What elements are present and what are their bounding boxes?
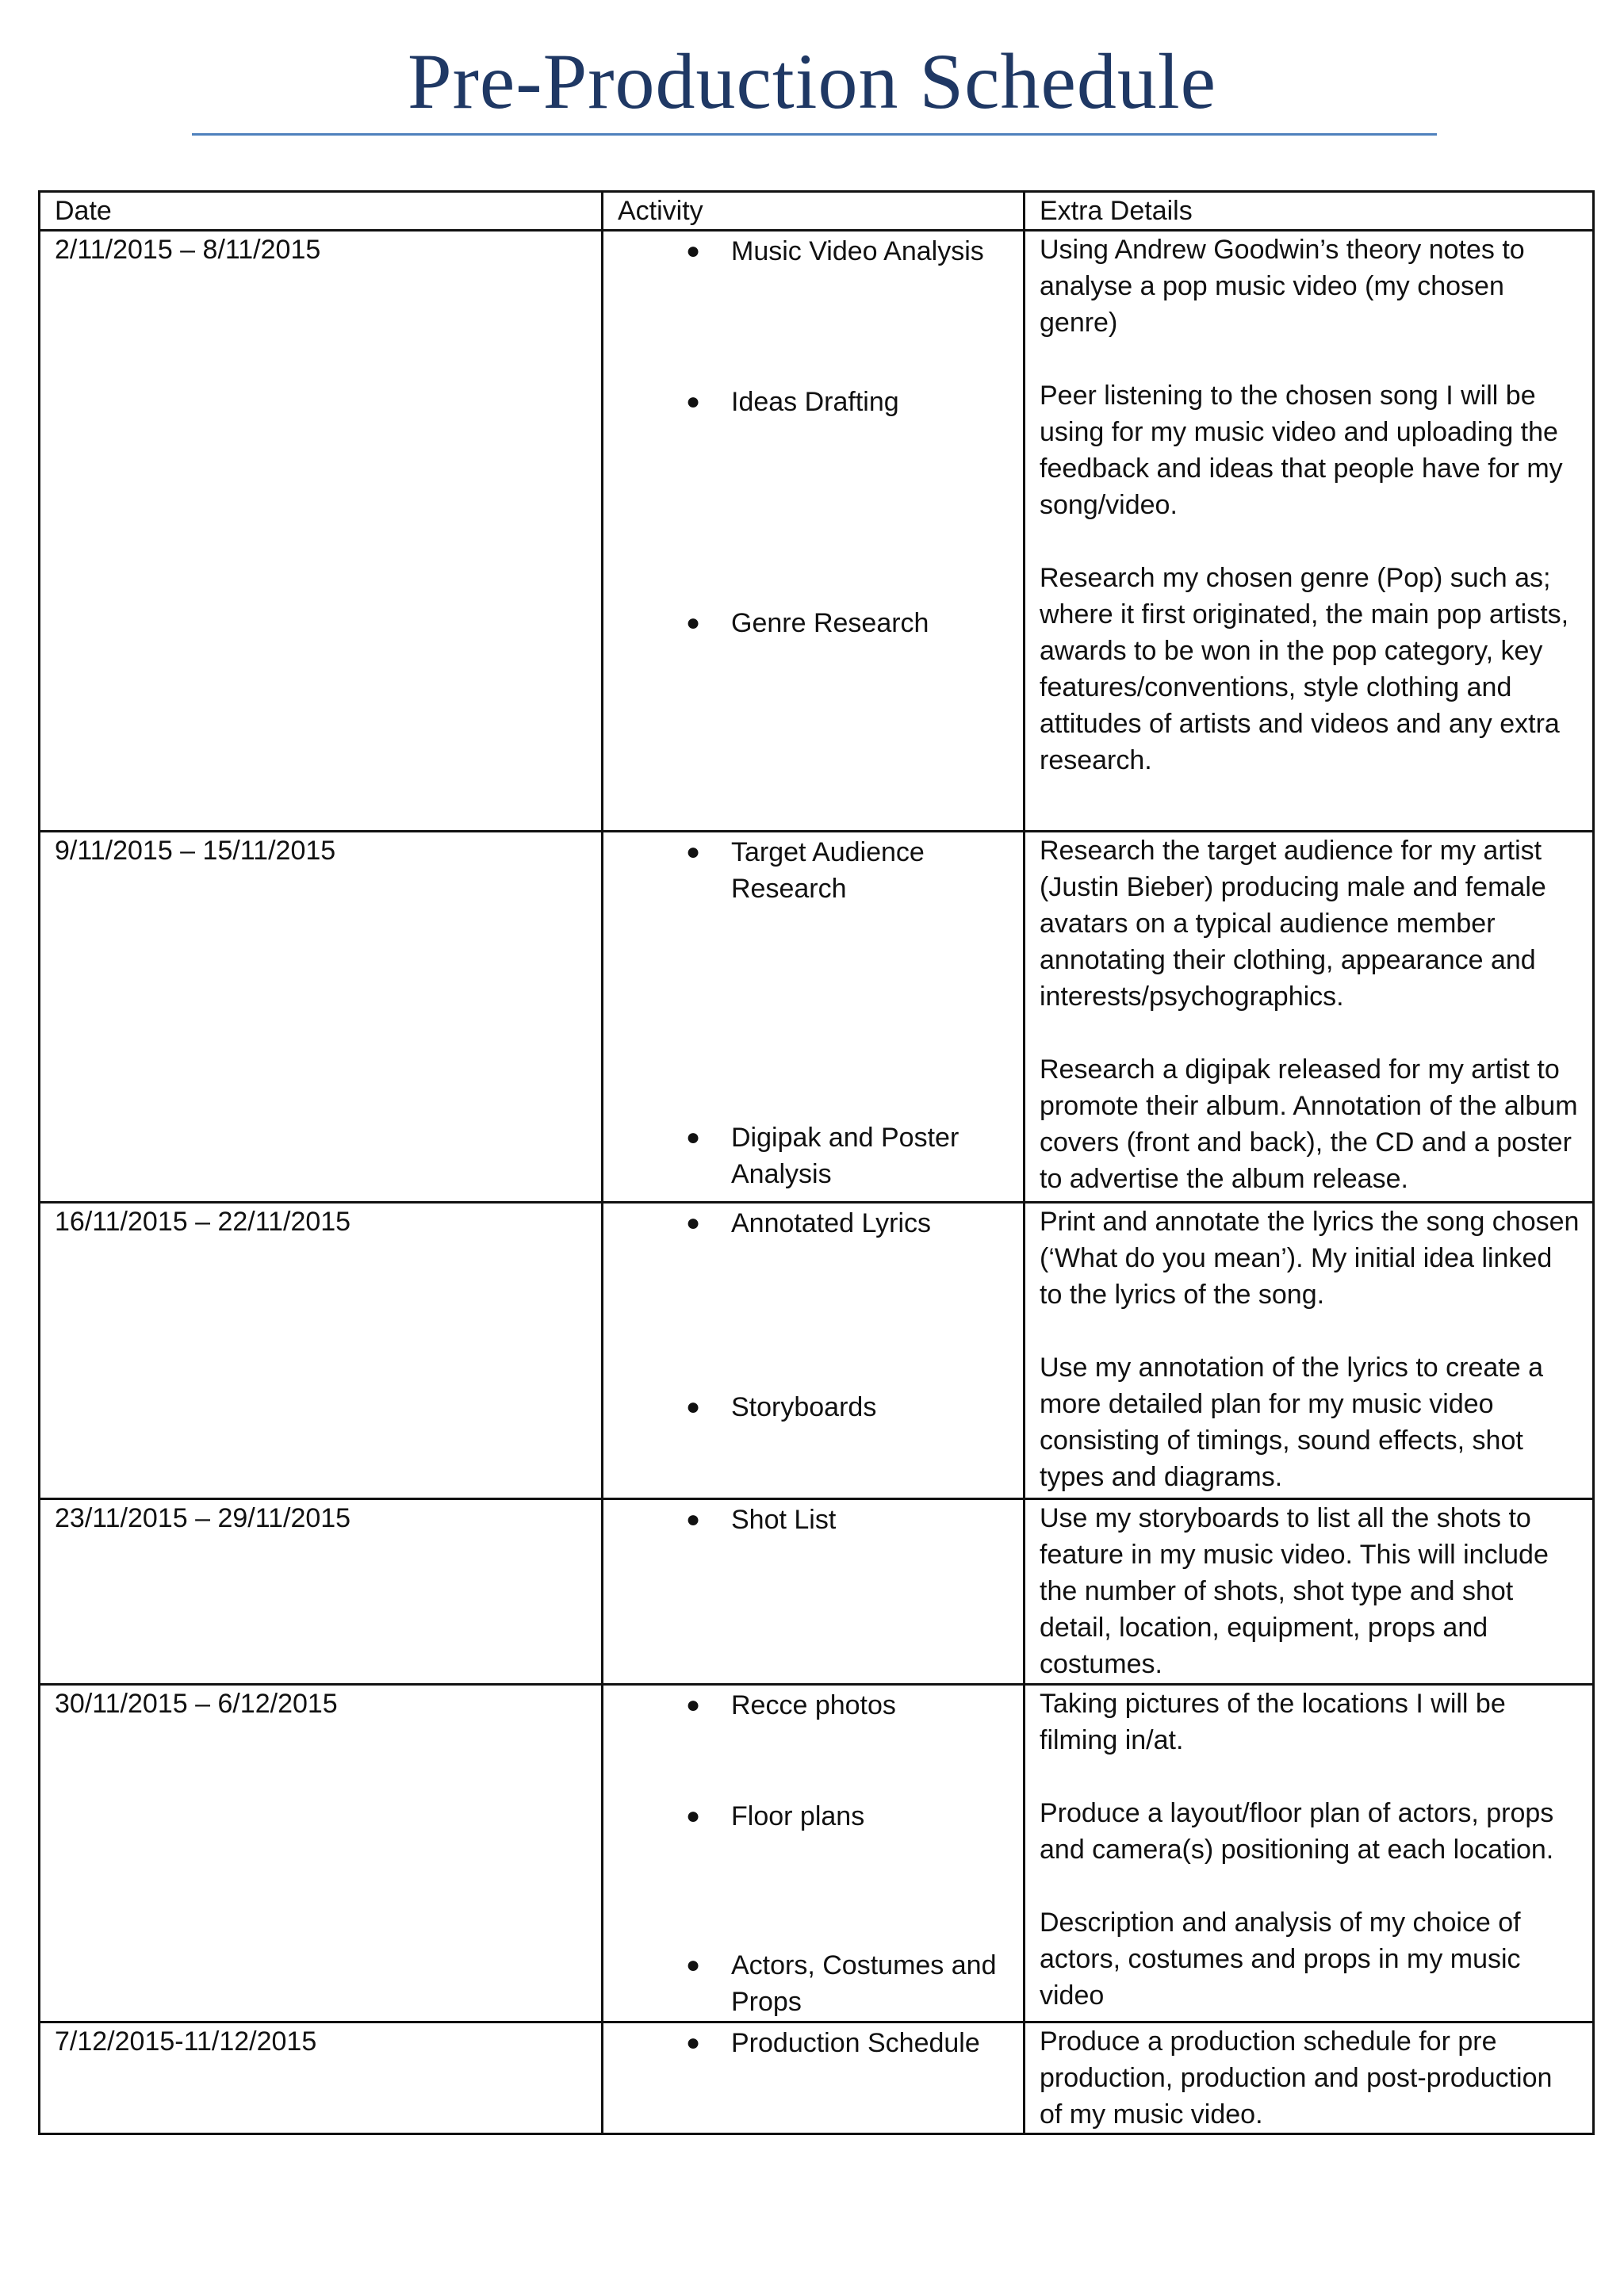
bullet-icon: ● xyxy=(686,1803,701,1829)
activity-label: Target Audience Research xyxy=(731,837,925,904)
date-cell: 16/11/2015 – 22/11/2015 xyxy=(40,1203,603,1499)
activity-list xyxy=(618,1502,1010,1538)
activity-label: Storyboards xyxy=(731,1392,877,1422)
table-row xyxy=(40,231,1594,832)
bullet-icon: ● xyxy=(686,388,701,415)
date-cell: 2/11/2015 – 8/11/2015 xyxy=(40,231,603,832)
table-body xyxy=(40,231,1594,2134)
bullet-icon: ● xyxy=(686,610,701,636)
activity-item xyxy=(618,1502,1010,1538)
title-underline xyxy=(192,133,1437,136)
details-paragraph: Peer listening to the chosen song I will be using for my music video and uploading the feedback and ideas that people have for my song/video. xyxy=(1040,381,1563,520)
activity-cell xyxy=(603,2022,1025,2134)
activity-item xyxy=(618,384,1010,420)
date-cell: 30/11/2015 – 6/12/2015 xyxy=(40,1685,603,2022)
bullet-icon: ● xyxy=(686,1124,701,1150)
header-date: Date xyxy=(40,192,603,231)
table-row xyxy=(40,2022,1594,2134)
activity-label: Music Video Analysis xyxy=(731,236,984,266)
activity-label: Actors, Costumes and Props xyxy=(731,1950,997,2017)
activity-item xyxy=(618,1205,1010,1242)
activity-cell xyxy=(603,832,1025,1203)
bullet-icon: ● xyxy=(686,1506,701,1533)
details-paragraph: Taking pictures of the locations I will be filming in/at. xyxy=(1040,1689,1506,1755)
activity-label: Ideas Drafting xyxy=(731,387,899,417)
table-header xyxy=(40,192,1594,231)
schedule-table xyxy=(38,190,1595,2135)
activity-item xyxy=(618,1947,1010,2020)
bullet-icon: ● xyxy=(686,1952,701,1978)
date-cell: 9/11/2015 – 15/11/2015 xyxy=(40,832,603,1203)
table-row xyxy=(40,1685,1594,2022)
activity-item xyxy=(618,233,1010,270)
activity-cell xyxy=(603,1499,1025,1685)
activity-label: Genre Research xyxy=(731,608,929,638)
date-cell: 23/11/2015 – 29/11/2015 xyxy=(40,1499,603,1685)
header-activity: Activity xyxy=(603,192,1025,231)
activity-label: Annotated Lyrics xyxy=(731,1208,931,1238)
bullet-icon: ● xyxy=(686,1692,701,1718)
activity-cell xyxy=(603,231,1025,832)
activity-list xyxy=(618,1687,1010,2020)
header-row xyxy=(40,192,1594,231)
details-paragraph: Produce a layout/floor plan of actors, props and camera(s) positioning at each location. xyxy=(1040,1798,1554,1865)
header-extra-details: Extra Details xyxy=(1025,192,1594,231)
activity-label: Production Schedule xyxy=(731,2028,980,2058)
bullet-icon: ● xyxy=(686,1210,701,1236)
activity-cell xyxy=(603,1203,1025,1499)
details-paragraph: Produce a production schedule for pre production, production and post-production of my music video. xyxy=(1040,2026,1553,2130)
activity-list xyxy=(618,2025,1010,2061)
activity-list xyxy=(618,233,1010,641)
details-cell xyxy=(1025,231,1594,832)
table-row xyxy=(40,1499,1594,1685)
activity-item xyxy=(618,1798,1010,1835)
activity-item xyxy=(618,834,1010,907)
details-cell xyxy=(1025,832,1594,1203)
details-paragraph: Research the target audience for my artist (Justin Bieber) producing male and female avatars on a typical audience member annotating their clothing, appearance and interests/psychographics. xyxy=(1040,836,1546,1012)
activity-cell xyxy=(603,1685,1025,2022)
details-paragraph: Using Andrew Goodwin’s theory notes to analyse a pop music video (my chosen genre) xyxy=(1040,235,1525,338)
details-cell xyxy=(1025,2022,1594,2134)
activity-list xyxy=(618,834,1010,1192)
details-paragraph: Research my chosen genre (Pop) such as; where it first originated, the main pop artists, awards to be won in the pop category, key features/conventions, style clothing and attitudes of artists and videos and any extra research. xyxy=(1040,563,1569,775)
details-cell xyxy=(1025,1499,1594,1685)
details-cell xyxy=(1025,1203,1594,1499)
details-cell xyxy=(1025,1685,1594,2022)
details-paragraph: Use my annotation of the lyrics to create a more detailed plan for my music video consisting of timings, sound effects, shot types and diagrams. xyxy=(1040,1353,1543,1492)
activity-item xyxy=(618,1119,1010,1192)
activity-list xyxy=(618,1205,1010,1425)
details-paragraph: Research a digipak released for my artist to promote their album. Annotation of the album covers (front and back), the CD and a poster to advertise the album release. xyxy=(1040,1054,1578,1194)
details-paragraph: Print and annotate the lyrics the song chosen (‘What do you mean’). My initial idea linked to the lyrics of the song. xyxy=(1040,1207,1580,1310)
activity-item xyxy=(618,1687,1010,1724)
table-row xyxy=(40,832,1594,1203)
date-cell: 7/12/2015-11/12/2015 xyxy=(40,2022,603,2134)
page-title: Pre-Production Schedule xyxy=(407,37,1217,125)
activity-item xyxy=(618,1389,1010,1425)
activity-label: Digipak and Poster Analysis xyxy=(731,1123,959,1189)
activity-label: Floor plans xyxy=(731,1801,865,1831)
details-paragraph: Description and analysis of my choice of actors, costumes and props in my music video xyxy=(1040,1908,1521,2011)
activity-item xyxy=(618,2025,1010,2061)
bullet-icon: ● xyxy=(686,1394,701,1420)
details-paragraph: Use my storyboards to list all the shots to feature in my music video. This will include the number of shots, shot type and shot detail, location, equipment, props and costumes. xyxy=(1040,1503,1549,1679)
activity-label: Shot List xyxy=(731,1505,837,1535)
activity-label: Recce photos xyxy=(731,1690,896,1720)
activity-item xyxy=(618,605,1010,641)
bullet-icon: ● xyxy=(686,2030,701,2056)
bullet-icon: ● xyxy=(686,238,701,264)
table-row xyxy=(40,1203,1594,1499)
bullet-icon: ● xyxy=(686,839,701,865)
